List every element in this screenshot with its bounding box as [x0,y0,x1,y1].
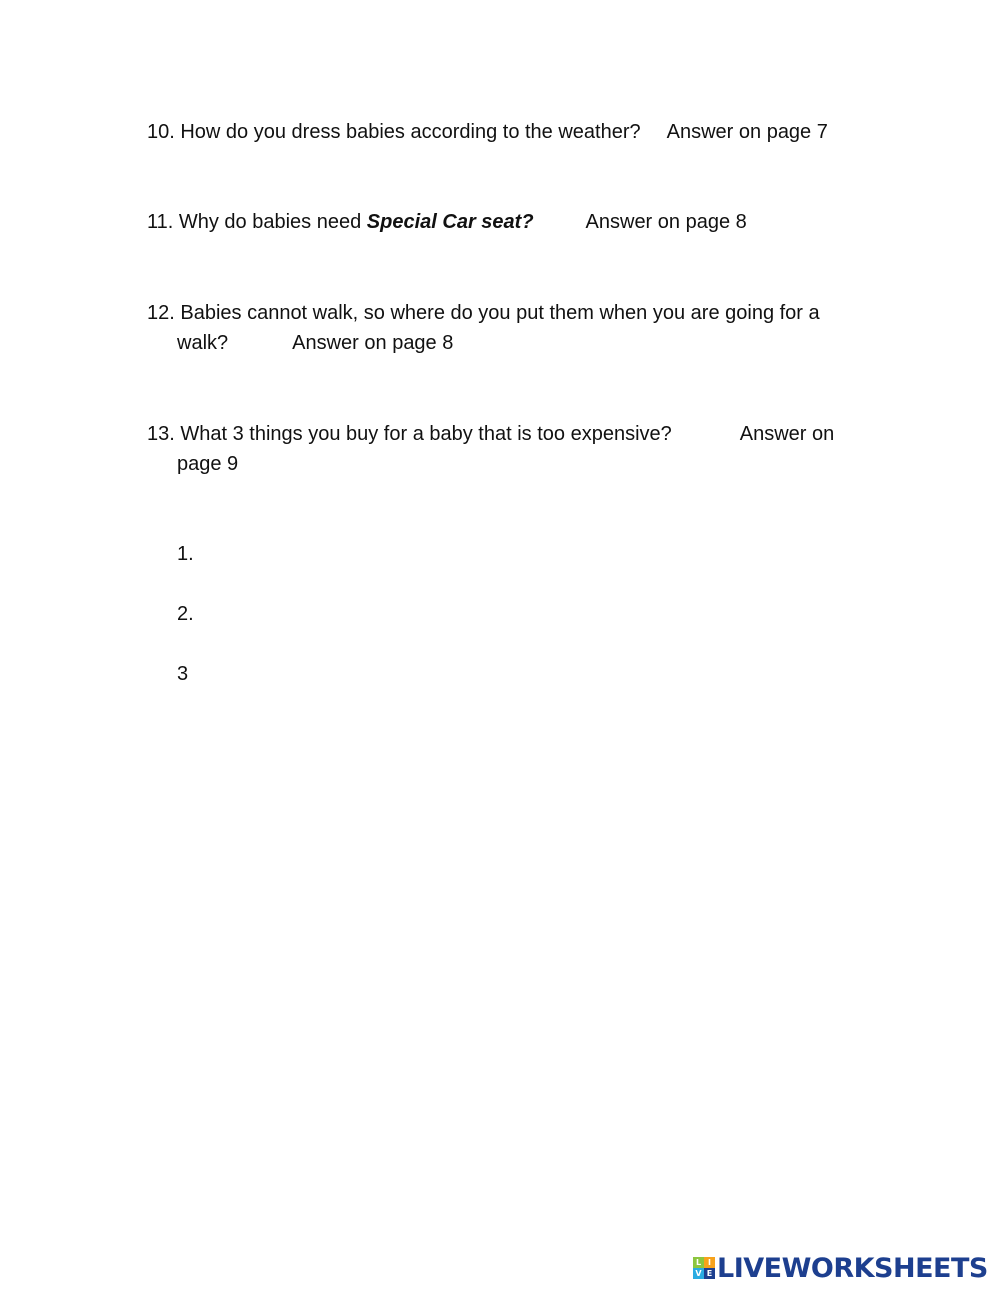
answer-list-item: 3 [177,663,189,685]
question-12-text: 12. Babies cannot walk, so where do you put them when you are going for a [147,302,820,324]
question-13-answer-ref: Answer on [739,423,835,445]
question-12-line-2 [177,328,453,358]
logo-icon-cell: V [693,1268,704,1279]
logo-icon-cell: E [704,1268,715,1279]
question-13-line-2 [177,449,238,479]
question-10 [147,117,828,147]
question-13-text: 13. What 3 things you buy for a baby that is too expensive? [147,423,672,445]
answer-list-item: 2. [177,603,194,625]
question-11-emphasis: Special Car seat? [366,211,534,233]
logo-icon-cell: I [704,1257,715,1268]
question-10-text: 10. How do you dress babies according to the weather? [147,121,641,143]
liveworksheets-wordmark: LIVEWORKSHEETS [717,1252,988,1284]
question-13-answer-ref-continued: page 9 [177,453,239,475]
answer-list-item: 1. [177,543,194,565]
question-11-text: 11. Why do babies need [147,211,367,233]
question-12-line-1 [147,298,820,328]
logo-icon-cell: L [693,1257,704,1268]
question-11-answer-ref: Answer on page 8 [585,211,747,233]
liveworksheets-logo [693,1253,988,1283]
question-12-text-continued: walk? [177,332,229,354]
question-10-answer-ref: Answer on page 7 [666,121,828,143]
question-13-line-1 [147,419,834,449]
question-11 [147,207,747,237]
question-12-answer-ref: Answer on page 8 [292,332,454,354]
liveworksheets-logo-icon [693,1257,715,1279]
